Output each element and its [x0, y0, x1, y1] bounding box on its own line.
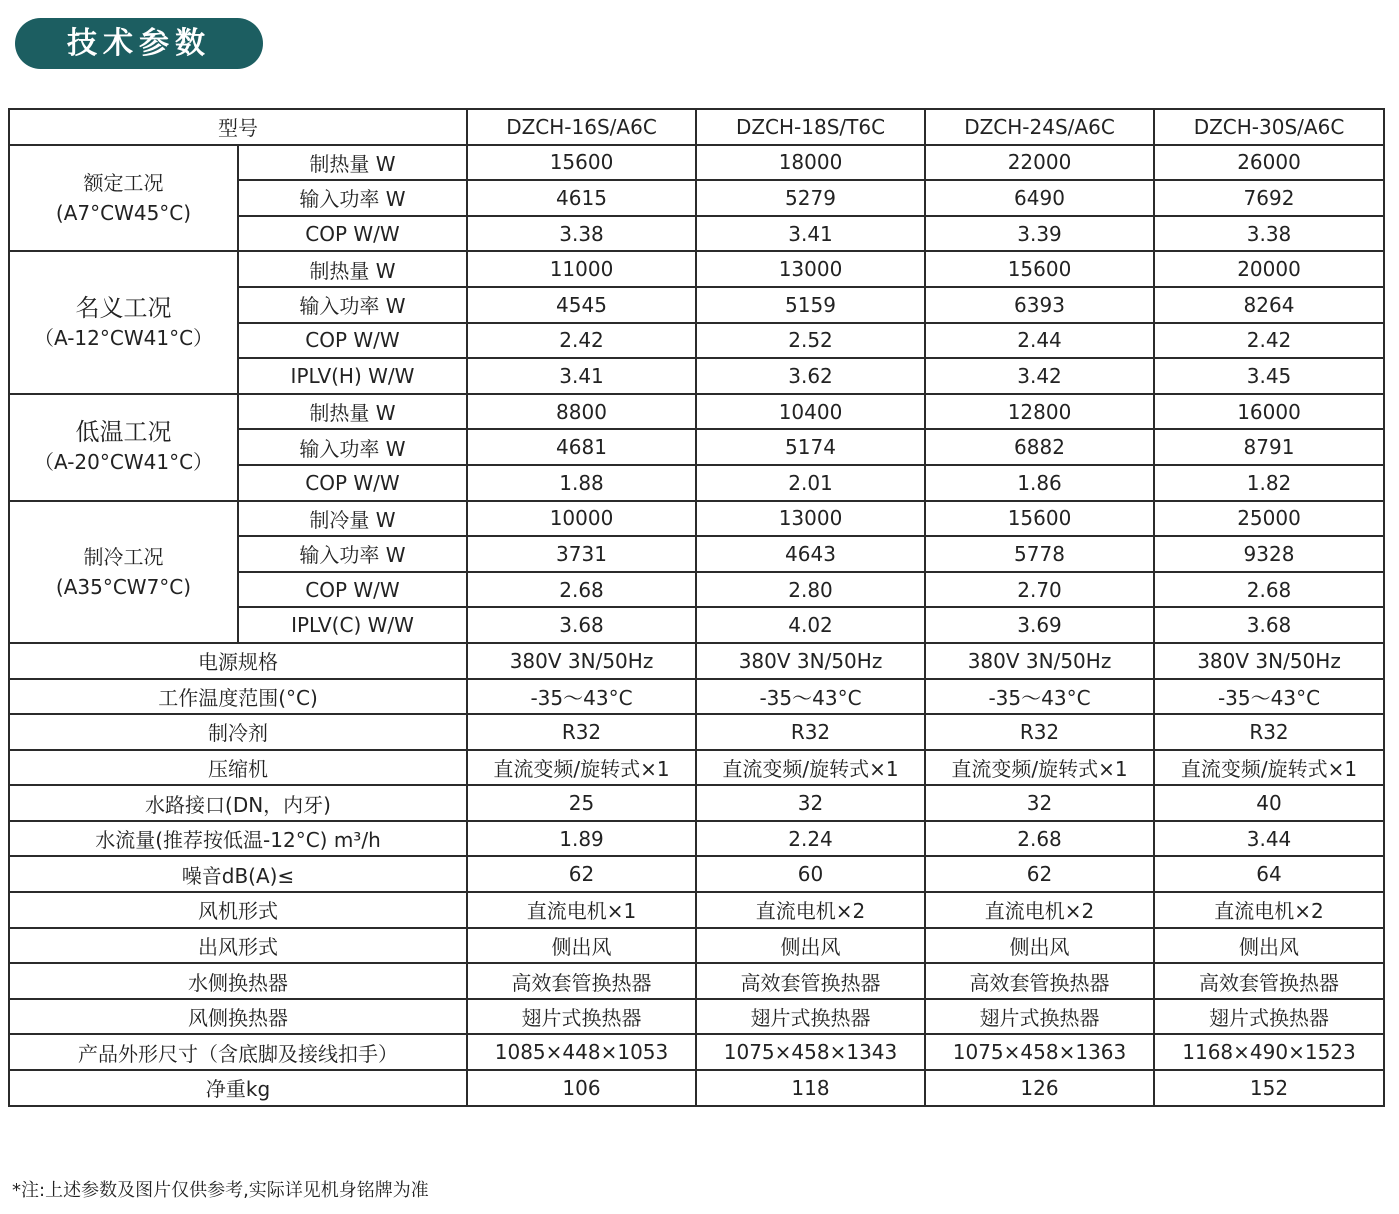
value-cell: 5174: [696, 429, 925, 465]
value-cell: 高效套管换热器: [696, 963, 925, 999]
value-cell: 高效套管换热器: [467, 963, 696, 999]
row-label: 出风形式: [9, 928, 467, 964]
value-cell: 3.41: [696, 216, 925, 252]
value-cell: 2.52: [696, 323, 925, 359]
value-cell: 直流电机×2: [925, 892, 1154, 928]
value-cell: 25: [467, 785, 696, 821]
table-row: [9, 1034, 1384, 1070]
value-cell: 5778: [925, 536, 1154, 572]
value-cell: 22000: [925, 145, 1154, 181]
model-cell: DZCH-18S/T6C: [696, 109, 925, 145]
value-cell: 3.45: [1154, 358, 1384, 394]
row-label: 水侧换热器: [9, 963, 467, 999]
value-cell: 2.01: [696, 465, 925, 501]
value-cell: 2.80: [696, 572, 925, 608]
row-label: 制冷剂: [9, 714, 467, 750]
value-cell: 侧出风: [1154, 928, 1384, 964]
value-cell: 3.69: [925, 607, 1154, 643]
condition-group-cell: [9, 501, 238, 643]
value-cell: 60: [696, 856, 925, 892]
value-cell: 2.68: [925, 821, 1154, 857]
model-cell: DZCH-24S/A6C: [925, 109, 1154, 145]
condition-group-cell: [9, 145, 238, 252]
table-row: [9, 679, 1384, 715]
value-cell: 直流电机×2: [696, 892, 925, 928]
value-cell: 5159: [696, 287, 925, 323]
table-row: [9, 501, 1384, 537]
value-cell: 直流变频/旋转式×1: [467, 750, 696, 786]
value-cell: 118: [696, 1070, 925, 1106]
value-cell: 13000: [696, 251, 925, 287]
row-label: 制热量 W: [238, 251, 467, 287]
row-label: IPLV(H) W/W: [238, 358, 467, 394]
condition-name: 额定工况: [83, 170, 164, 195]
table-row: [9, 821, 1384, 857]
table-row: [9, 643, 1384, 679]
value-cell: 11000: [467, 251, 696, 287]
model-row: [9, 109, 1384, 145]
row-label: 输入功率 W: [238, 429, 467, 465]
value-cell: 62: [925, 856, 1154, 892]
row-label: 产品外形尺寸（含底脚及接线扣手）: [9, 1034, 467, 1070]
row-label: 输入功率 W: [238, 180, 467, 216]
value-cell: 4643: [696, 536, 925, 572]
value-cell: 18000: [696, 145, 925, 181]
value-cell: 8800: [467, 394, 696, 430]
value-cell: 翅片式换热器: [1154, 999, 1384, 1035]
value-cell: 15600: [467, 145, 696, 181]
model-label: 型号: [9, 109, 467, 145]
row-label: COP W/W: [238, 216, 467, 252]
value-cell: 2.68: [1154, 572, 1384, 608]
value-cell: R32: [1154, 714, 1384, 750]
row-label: 压缩机: [9, 750, 467, 786]
value-cell: 3.39: [925, 216, 1154, 252]
value-cell: 2.70: [925, 572, 1154, 608]
condition-spec: （A-20°CW41°C）: [33, 450, 214, 475]
table-row: [9, 394, 1384, 430]
value-cell: 侧出风: [696, 928, 925, 964]
value-cell: 3.62: [696, 358, 925, 394]
value-cell: 6882: [925, 429, 1154, 465]
value-cell: 直流变频/旋转式×1: [1154, 750, 1384, 786]
value-cell: 2.24: [696, 821, 925, 857]
value-cell: 侧出风: [467, 928, 696, 964]
value-cell: 高效套管换热器: [1154, 963, 1384, 999]
row-label: IPLV(C) W/W: [238, 607, 467, 643]
value-cell: 32: [925, 785, 1154, 821]
value-cell: 翅片式换热器: [467, 999, 696, 1035]
value-cell: 3.68: [1154, 607, 1384, 643]
value-cell: 3.41: [467, 358, 696, 394]
value-cell: 2.42: [1154, 323, 1384, 359]
table-row: [9, 892, 1384, 928]
row-label: 制热量 W: [238, 145, 467, 181]
value-cell: -35～43°C: [696, 679, 925, 715]
model-cell: DZCH-16S/A6C: [467, 109, 696, 145]
value-cell: 380V 3N/50Hz: [696, 643, 925, 679]
row-label: 风机形式: [9, 892, 467, 928]
value-cell: 直流变频/旋转式×1: [696, 750, 925, 786]
value-cell: R32: [925, 714, 1154, 750]
value-cell: 高效套管换热器: [925, 963, 1154, 999]
condition-name: 低温工况: [75, 418, 172, 447]
value-cell: 25000: [1154, 501, 1384, 537]
condition-spec: (A35°CW7°C): [55, 574, 192, 599]
value-cell: 3.38: [1154, 216, 1384, 252]
spec-table: [8, 108, 1385, 1107]
value-cell: R32: [696, 714, 925, 750]
row-label: 水路接口(DN，内牙): [9, 785, 467, 821]
value-cell: 翅片式换热器: [696, 999, 925, 1035]
value-cell: 3.44: [1154, 821, 1384, 857]
value-cell: 32: [696, 785, 925, 821]
value-cell: 16000: [1154, 394, 1384, 430]
value-cell: 4615: [467, 180, 696, 216]
value-cell: 5279: [696, 180, 925, 216]
value-cell: 12800: [925, 394, 1154, 430]
value-cell: R32: [467, 714, 696, 750]
row-label: 电源规格: [9, 643, 467, 679]
value-cell: 40: [1154, 785, 1384, 821]
value-cell: 2.44: [925, 323, 1154, 359]
footnote: *注:上述参数及图片仅供参考,实际详见机身铭牌为准: [12, 1180, 429, 1201]
value-cell: 126: [925, 1070, 1154, 1106]
value-cell: 1168×490×1523: [1154, 1034, 1384, 1070]
row-label: 输入功率 W: [238, 287, 467, 323]
value-cell: 380V 3N/50Hz: [1154, 643, 1384, 679]
section-title-badge: [15, 18, 263, 69]
value-cell: 4.02: [696, 607, 925, 643]
table-row: [9, 1070, 1384, 1106]
value-cell: 翅片式换热器: [925, 999, 1154, 1035]
value-cell: 7692: [1154, 180, 1384, 216]
value-cell: 62: [467, 856, 696, 892]
value-cell: 4545: [467, 287, 696, 323]
value-cell: 直流电机×2: [1154, 892, 1384, 928]
table-row: [9, 999, 1384, 1035]
value-cell: 1075×458×1343: [696, 1034, 925, 1070]
value-cell: 2.42: [467, 323, 696, 359]
value-cell: 1.88: [467, 465, 696, 501]
table-row: [9, 785, 1384, 821]
value-cell: -35～43°C: [467, 679, 696, 715]
value-cell: 1075×458×1363: [925, 1034, 1154, 1070]
model-cell: DZCH-30S/A6C: [1154, 109, 1384, 145]
row-label: 输入功率 W: [238, 536, 467, 572]
value-cell: 15600: [925, 251, 1154, 287]
row-label: 风侧换热器: [9, 999, 467, 1035]
condition-spec: (A7°CW45°C): [55, 200, 192, 225]
condition-group-cell: [9, 394, 238, 501]
value-cell: 3731: [467, 536, 696, 572]
value-cell: -35～43°C: [1154, 679, 1384, 715]
value-cell: 6490: [925, 180, 1154, 216]
value-cell: 20000: [1154, 251, 1384, 287]
value-cell: 直流变频/旋转式×1: [925, 750, 1154, 786]
value-cell: 380V 3N/50Hz: [925, 643, 1154, 679]
value-cell: 15600: [925, 501, 1154, 537]
row-label: 制冷量 W: [238, 501, 467, 537]
table-row: [9, 251, 1384, 287]
condition-name: 制冷工况: [83, 544, 164, 569]
table-row: [9, 856, 1384, 892]
value-cell: 380V 3N/50Hz: [467, 643, 696, 679]
value-cell: 152: [1154, 1070, 1384, 1106]
value-cell: 8791: [1154, 429, 1384, 465]
row-label: 工作温度范围(°C): [9, 679, 467, 715]
table-row: [9, 928, 1384, 964]
table-row: [9, 963, 1384, 999]
value-cell: 直流电机×1: [467, 892, 696, 928]
condition-name: 名义工况: [75, 293, 172, 322]
value-cell: 侧出风: [925, 928, 1154, 964]
value-cell: 6393: [925, 287, 1154, 323]
row-label: COP W/W: [238, 465, 467, 501]
value-cell: 9328: [1154, 536, 1384, 572]
value-cell: 1.82: [1154, 465, 1384, 501]
value-cell: 4681: [467, 429, 696, 465]
table-row: [9, 750, 1384, 786]
value-cell: 2.68: [467, 572, 696, 608]
value-cell: -35～43°C: [925, 679, 1154, 715]
value-cell: 1.86: [925, 465, 1154, 501]
value-cell: 1.89: [467, 821, 696, 857]
row-label: 水流量(推荐按低温-12°C) m³/h: [9, 821, 467, 857]
value-cell: 8264: [1154, 287, 1384, 323]
value-cell: 3.38: [467, 216, 696, 252]
row-label: COP W/W: [238, 323, 467, 359]
value-cell: 1085×448×1053: [467, 1034, 696, 1070]
condition-spec: （A-12°CW41°C）: [33, 325, 214, 350]
value-cell: 106: [467, 1070, 696, 1106]
row-label: 制热量 W: [238, 394, 467, 430]
row-label: COP W/W: [238, 572, 467, 608]
condition-group-cell: [9, 251, 238, 393]
value-cell: 26000: [1154, 145, 1384, 181]
section-title: 技术参数: [67, 26, 211, 61]
value-cell: 3.42: [925, 358, 1154, 394]
row-label: 净重kg: [9, 1070, 467, 1106]
value-cell: 10400: [696, 394, 925, 430]
table-row: [9, 145, 1384, 181]
row-label: 噪音dB(A)≤: [9, 856, 467, 892]
value-cell: 3.68: [467, 607, 696, 643]
value-cell: 13000: [696, 501, 925, 537]
value-cell: 10000: [467, 501, 696, 537]
table-row: [9, 714, 1384, 750]
value-cell: 64: [1154, 856, 1384, 892]
